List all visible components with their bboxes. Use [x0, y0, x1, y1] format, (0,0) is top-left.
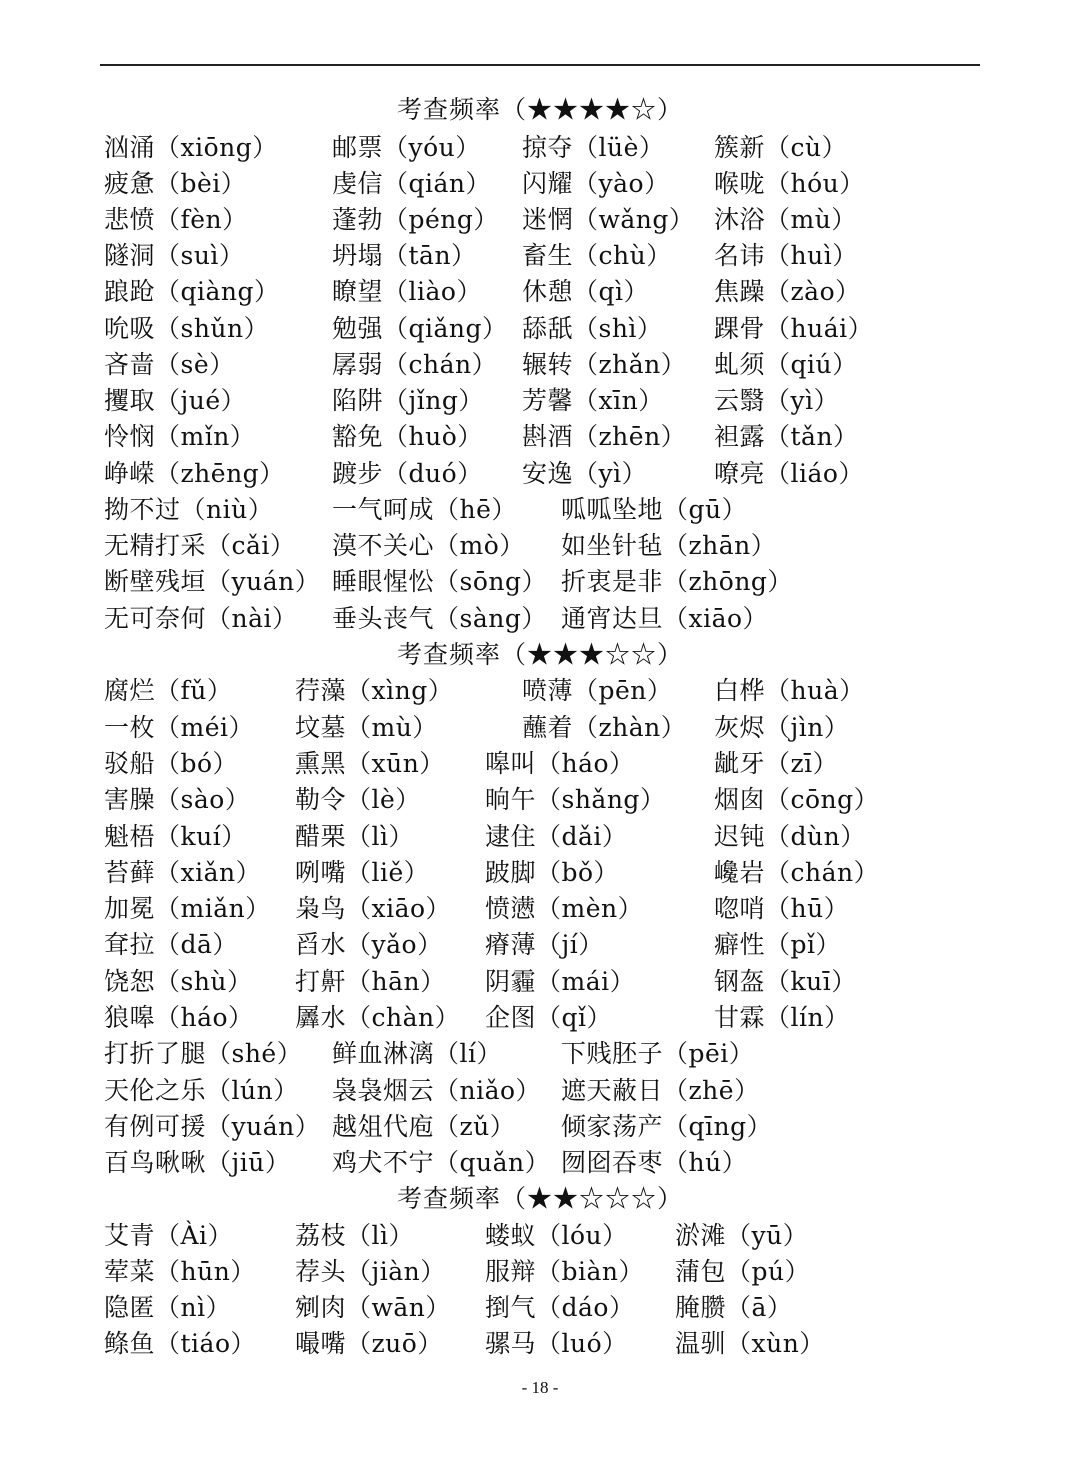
word-row [0, 456, 1080, 492]
idiom-entry: 鲜血淋漓（lí） [332, 1039, 502, 1068]
word-entry: 怜悯（mǐn） [104, 422, 256, 451]
word-entry: 害臊（sào） [104, 785, 251, 814]
word-entry: 龇牙（zī） [714, 749, 839, 778]
idiom-row [0, 1145, 1080, 1181]
word-entry: 嘬嘴（zuō） [295, 1329, 443, 1358]
section-heading: 考查频率（★★☆☆☆） [396, 1184, 683, 1213]
word-entry: 晌午（shǎng） [485, 785, 666, 814]
word-row [0, 927, 1080, 963]
word-entry: 醋栗（lì） [295, 822, 414, 851]
idiom-entry: 折衷是非（zhōng） [561, 567, 793, 596]
idiom-entry: 无精打采（cǎi） [104, 531, 296, 560]
section-heading: 考查频率（★★★☆☆） [396, 640, 683, 669]
word-entry: 踉跄（qiàng） [104, 277, 280, 306]
word-row [0, 819, 1080, 855]
word-entry: 捯气（dáo） [485, 1293, 635, 1322]
word-entry: 跛脚（bǒ） [485, 858, 620, 887]
word-entry: 勉强（qiǎng） [332, 314, 508, 343]
word-entry: 虔信（qián） [332, 169, 492, 198]
word-entry: 瘠薄（jí） [485, 930, 604, 959]
idiom-entry: 拗不过（niù） [104, 495, 274, 524]
word-entry: 蘸着（zhàn） [522, 713, 687, 742]
idiom-entry: 通宵达旦（xiāo） [561, 604, 769, 633]
word-entry: 迟钝（dùn） [714, 822, 866, 851]
word-entry: 荇藻（xìng） [295, 676, 454, 705]
word-entry: 一枚（méi） [104, 713, 254, 742]
word-entry: 阴霾（mái） [485, 967, 636, 996]
word-entry: 打鼾（hān） [295, 967, 446, 996]
word-row [0, 383, 1080, 419]
idiom-row [0, 1109, 1080, 1145]
word-row [0, 347, 1080, 383]
word-entry: 苔藓（xiǎn） [104, 858, 262, 887]
word-row [0, 782, 1080, 818]
word-row [0, 1290, 1080, 1326]
word-row [0, 1254, 1080, 1290]
word-entry: 迷惘（wǎng） [522, 205, 695, 234]
word-entry: 坍塌（tān） [332, 241, 477, 270]
word-row [0, 166, 1080, 202]
word-entry: 斟酒（zhēn） [522, 422, 687, 451]
word-row [0, 964, 1080, 1000]
idiom-row [0, 1073, 1080, 1109]
word-entry: 逮住（dǎi） [485, 822, 628, 851]
word-row [0, 202, 1080, 238]
word-entry: 勒令（lè） [295, 785, 421, 814]
idiom-entry: 天伦之乐（lún） [104, 1076, 299, 1105]
word-row [0, 419, 1080, 455]
word-entry: 甘霖（lín） [714, 1003, 850, 1032]
word-entry: 驳船（bó） [104, 749, 239, 778]
word-entry: 嘹亮（liáo） [714, 459, 864, 488]
word-row [0, 130, 1080, 166]
word-entry: 休憩（qì） [522, 277, 649, 306]
idiom-entry: 呱呱坠地（gū） [561, 495, 748, 524]
word-entry: 袒露（tǎn） [714, 422, 859, 451]
word-entry: 企图（qǐ） [485, 1003, 612, 1032]
word-entry: 喉咙（hóu） [714, 169, 865, 198]
word-row [0, 274, 1080, 310]
word-entry: 熏黑（xūn） [295, 749, 445, 778]
word-entry: 温驯（xùn） [675, 1329, 825, 1358]
word-entry: 腌臜（ā） [675, 1293, 793, 1322]
word-entry: 沐浴（mù） [714, 205, 857, 234]
word-entry: 隐匿（nì） [104, 1293, 232, 1322]
word-entry: 艾青（Ài） [104, 1221, 234, 1250]
idiom-entry: 打折了腿（shé） [104, 1039, 303, 1068]
word-entry: 汹涌（xiōng） [104, 133, 278, 162]
idiom-entry: 百鸟啾啾（jiū） [104, 1148, 291, 1177]
word-entry: 云翳（yì） [714, 386, 840, 415]
word-entry: 踱步（duó） [332, 459, 483, 488]
word-entry: 安逸（yì） [522, 459, 648, 488]
idiom-entry: 一气呵成（hē） [332, 495, 517, 524]
word-entry: 虬须（qiú） [714, 350, 858, 379]
word-entry: 白桦（huà） [714, 676, 865, 705]
idiom-entry: 无可奈何（nài） [104, 604, 298, 633]
idiom-entry: 鸡犬不宁（quǎn） [332, 1148, 551, 1177]
word-row [0, 746, 1080, 782]
idiom-entry: 越俎代庖（zǔ） [332, 1112, 516, 1141]
word-entry: 陷阱（jǐng） [332, 386, 484, 415]
word-entry: 芳馨（xīn） [522, 386, 664, 415]
word-entry: 耷拉（dā） [104, 930, 238, 959]
word-entry: 灰烬（jìn） [714, 713, 850, 742]
word-entry: 荤菜（hūn） [104, 1257, 256, 1286]
word-entry: 名讳（huì） [714, 241, 858, 270]
word-row [0, 238, 1080, 274]
page-number: - 18 - [521, 1378, 559, 1397]
word-entry: 唿哨（hū） [714, 894, 850, 923]
word-entry: 咧嘴（liě） [295, 858, 430, 887]
word-entry: 舀水（yǎo） [295, 930, 443, 959]
word-entry: 踝骨（huái） [714, 314, 874, 343]
word-entry: 瞭望（liào） [332, 277, 482, 306]
idiom-entry: 如坐针毡（zhān） [561, 531, 777, 560]
word-entry: 蓬勃（péng） [332, 205, 499, 234]
word-entry: 悲愤（fèn） [104, 205, 248, 234]
word-entry: 狼嗥（háo） [104, 1003, 254, 1032]
word-row [0, 1326, 1080, 1362]
word-entry: 豁免（huò） [332, 422, 483, 451]
word-entry: 骡马（luó） [485, 1329, 628, 1358]
word-entry: 辗转（zhǎn） [522, 350, 687, 379]
word-entry: 疲惫（bèi） [104, 169, 247, 198]
word-entry: 鲦鱼（tiáo） [104, 1329, 256, 1358]
word-entry: 魁梧（kuí） [104, 822, 247, 851]
idiom-row [0, 528, 1080, 564]
idiom-entry: 睡眼惺忪（sōng） [332, 567, 547, 596]
word-entry: 喷薄（pēn） [522, 676, 673, 705]
word-entry: 坟墓（mù） [295, 713, 438, 742]
word-row [0, 1218, 1080, 1254]
word-row [0, 311, 1080, 347]
word-entry: 愤懑（mèn） [485, 894, 644, 923]
word-entry: 蒲包（pú） [675, 1257, 811, 1286]
word-entry: 闪耀（yào） [522, 169, 670, 198]
word-entry: 隧洞（suì） [104, 241, 245, 270]
idiom-entry: 漠不关心（mò） [332, 531, 525, 560]
word-entry: 孱弱（chán） [332, 350, 498, 379]
idiom-entry: 下贱胚子（pēi） [561, 1039, 755, 1068]
word-row [0, 710, 1080, 746]
word-entry: 攫取（jué） [104, 386, 247, 415]
word-entry: 剜肉（wān） [295, 1293, 451, 1322]
word-entry: 吮吸（shǔn） [104, 314, 270, 343]
word-row [0, 855, 1080, 891]
word-entry: 淤滩（yū） [675, 1221, 809, 1250]
word-entry: 掠夺（lüè） [522, 133, 665, 162]
word-entry: 腐烂（fǔ） [104, 676, 233, 705]
word-entry: 羼水（chàn） [295, 1003, 461, 1032]
word-entry: 吝啬（sè） [104, 350, 235, 379]
idiom-entry: 有例可援（yuán） [104, 1112, 321, 1141]
header-rule [100, 64, 980, 66]
word-entry: 枭鸟（xiāo） [295, 894, 452, 923]
word-entry: 峥嵘（zhēng） [104, 459, 285, 488]
idiom-row [0, 492, 1080, 528]
word-entry: 烟囱（cōng） [714, 785, 880, 814]
word-entry: 焦躁（zào） [714, 277, 861, 306]
word-entry: 荔枝（lì） [295, 1221, 414, 1250]
word-entry: 畜生（chù） [522, 241, 672, 270]
idiom-entry: 袅袅烟云（niǎo） [332, 1076, 542, 1105]
idiom-entry: 遮天蔽日（zhē） [561, 1076, 760, 1105]
word-row [0, 673, 1080, 709]
word-entry: 簇新（cù） [714, 133, 848, 162]
idiom-entry: 垂头丧气（sàng） [332, 604, 547, 633]
word-entry: 嗥叫（háo） [485, 749, 635, 778]
idiom-row [0, 1036, 1080, 1072]
word-entry: 舔舐（shì） [522, 314, 663, 343]
word-entry: 饶恕（shù） [104, 967, 253, 996]
word-row [0, 1000, 1080, 1036]
word-entry: 邮票（yóu） [332, 133, 481, 162]
word-entry: 钢盔（kuī） [714, 967, 857, 996]
idiom-entry: 倾家荡产（qīng） [561, 1112, 773, 1141]
idiom-row [0, 564, 1080, 600]
word-entry: 巉岩（chán） [714, 858, 880, 887]
word-entry: 荐头（jiàn） [295, 1257, 446, 1286]
word-entry: 蝼蚁（lóu） [485, 1221, 628, 1250]
word-entry: 服辩（biàn） [485, 1257, 645, 1286]
word-entry: 加冕（miǎn） [104, 894, 271, 923]
idiom-entry: 囫囵吞枣（hú） [561, 1148, 748, 1177]
section-heading: 考查频率（★★★★☆） [396, 95, 683, 124]
word-row [0, 891, 1080, 927]
idiom-row [0, 601, 1080, 637]
idiom-entry: 断壁残垣（yuán） [104, 567, 321, 596]
word-entry: 癖性（pǐ） [714, 930, 841, 959]
